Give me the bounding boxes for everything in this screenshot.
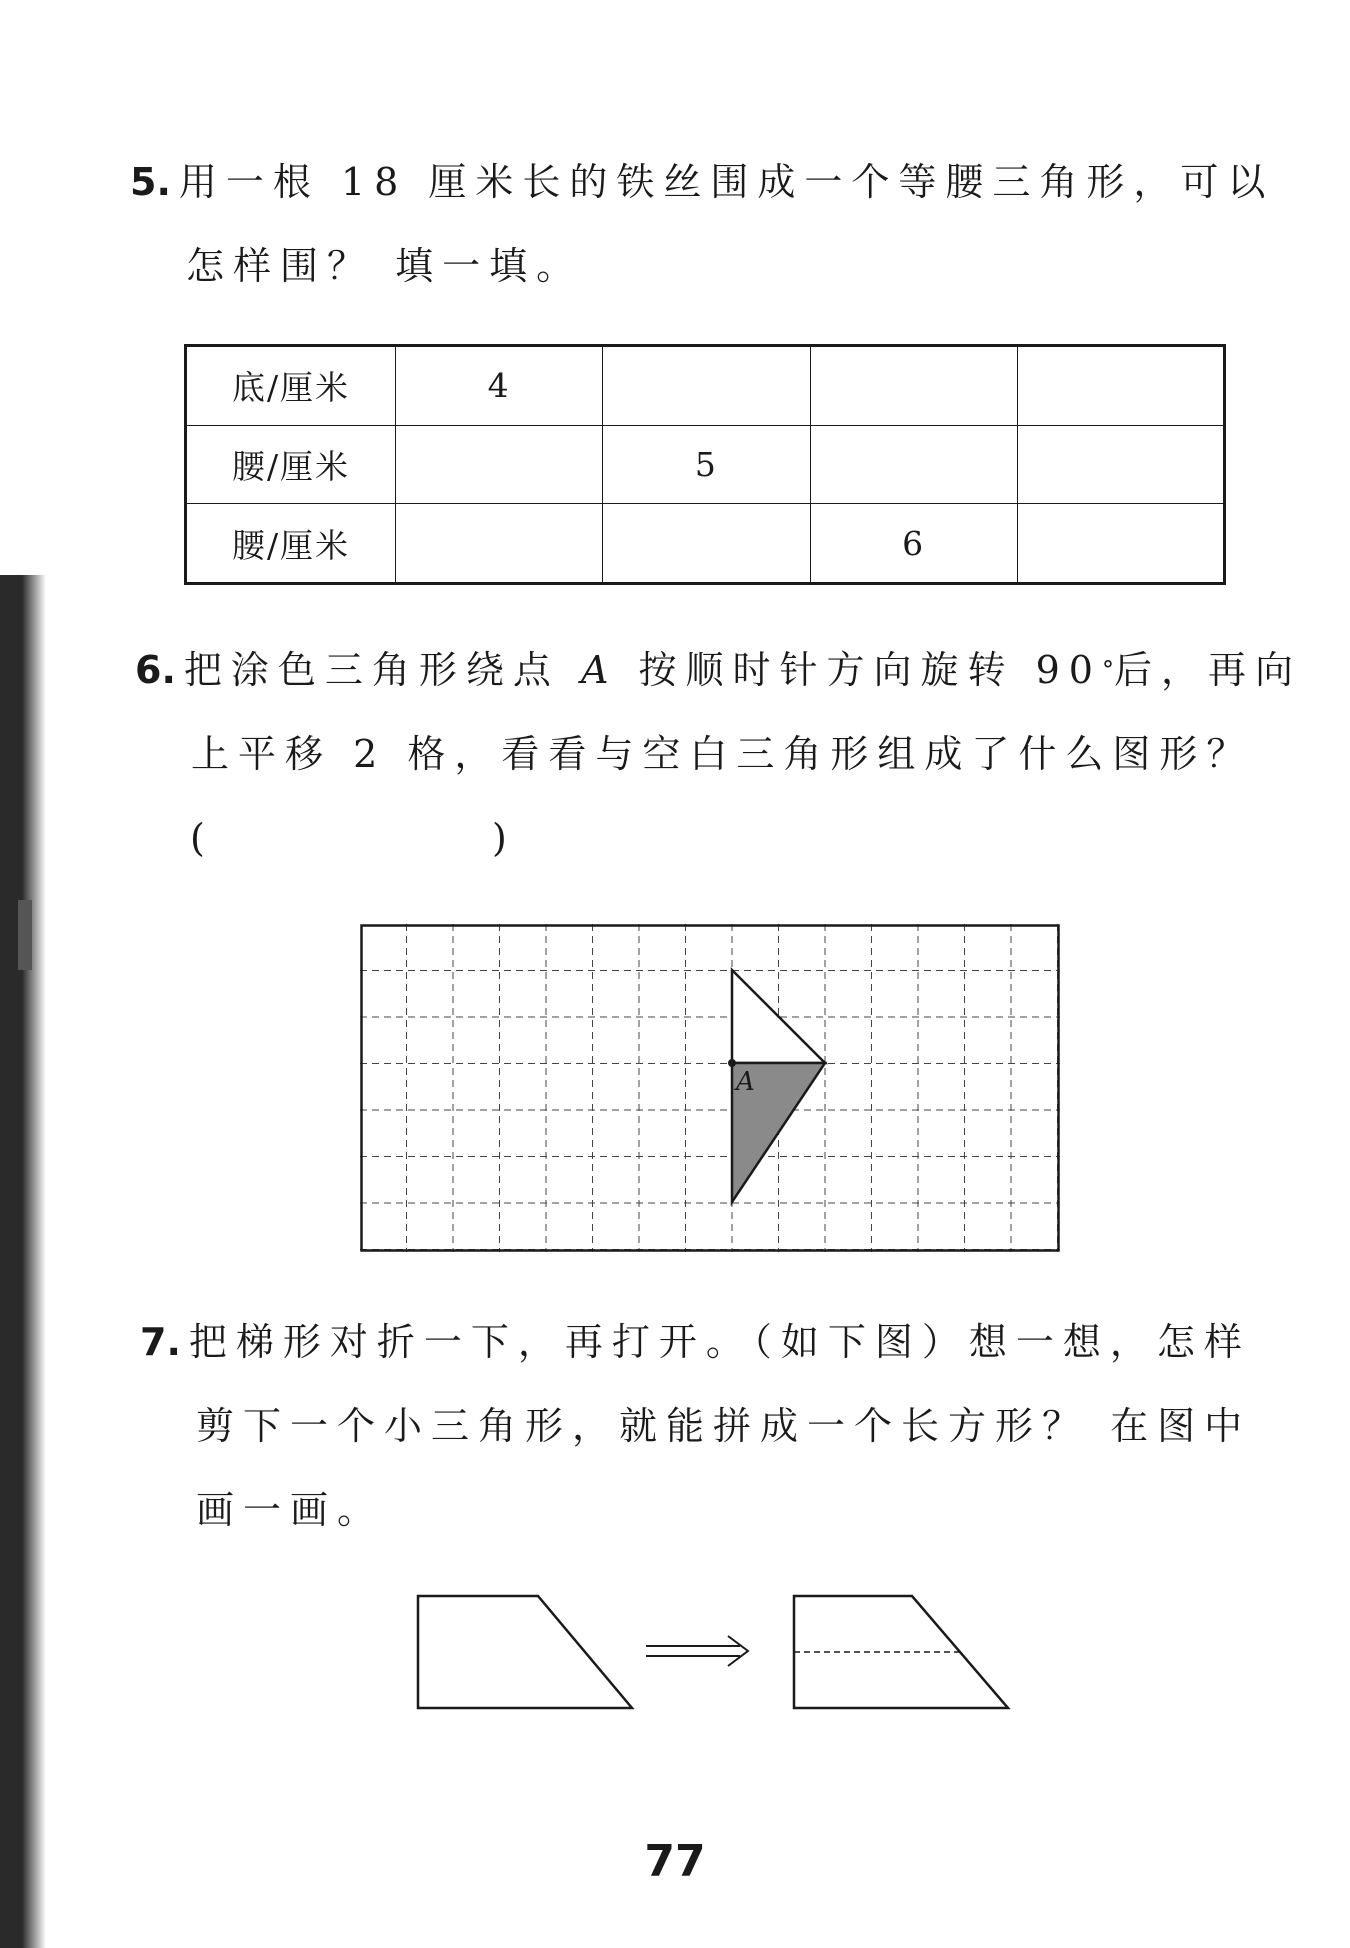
degree-sign: ° xyxy=(1101,656,1114,684)
paren-open: ( xyxy=(190,816,205,860)
question-7-line-1: 7. 把梯形对折一下，再打开。（如下图）想一想，怎样 xyxy=(140,1320,1251,1364)
answer-cell[interactable]: 4 xyxy=(396,346,603,426)
paren-close: ) xyxy=(492,816,507,860)
answer-cell[interactable] xyxy=(1017,346,1224,426)
double-arrow-icon xyxy=(646,1636,748,1666)
answer-cell[interactable] xyxy=(810,346,1017,426)
rotation-grid-figure xyxy=(360,924,1060,1252)
table-row xyxy=(186,504,1225,584)
point-a-text: A xyxy=(736,1067,755,1097)
row-label: 腰/厘米 xyxy=(186,504,396,584)
answer-cell[interactable] xyxy=(1017,504,1224,584)
question-6-line-1: 6. 把涂色三角形绕点 A 按顺时针方向旋转 90°后，再向 xyxy=(135,648,1302,692)
answer-cell[interactable] xyxy=(810,425,1017,503)
question-5 xyxy=(130,140,1274,308)
row-label: 腰/厘米 xyxy=(186,425,396,503)
answer-cell[interactable] xyxy=(603,504,810,584)
question-number: 5. xyxy=(130,160,171,204)
answer-cell[interactable] xyxy=(396,425,603,503)
point-a-label: A xyxy=(580,648,618,692)
answer-cell[interactable]: 6 xyxy=(810,504,1017,584)
question-5-line-1: 5. 用一根 18 厘米长的铁丝围成一个等腰三角形，可以 xyxy=(130,160,1275,204)
question-7-line-3: 画一画。 xyxy=(196,1488,385,1532)
question-6-line-2: 上平移 2 格，看看与空白三角形组成了什么图形？ xyxy=(191,732,1254,776)
question-7 xyxy=(140,1300,1251,1552)
answer-blank[interactable] xyxy=(190,808,507,868)
answer-cell[interactable] xyxy=(603,346,810,426)
isosceles-triangle-table xyxy=(184,344,1226,585)
blank-triangle xyxy=(732,970,825,1063)
trapezoid-fold-figure xyxy=(414,1590,1014,1714)
trapezoid-original xyxy=(418,1596,632,1708)
grid-border xyxy=(362,926,1059,1251)
table-row xyxy=(186,346,1225,426)
answer-cell[interactable] xyxy=(396,504,603,584)
point-a-dot xyxy=(728,1059,736,1067)
question-5-line-2: 怎样围？ 填一填。 xyxy=(186,244,584,288)
answer-cell[interactable] xyxy=(1017,425,1224,503)
table-row xyxy=(186,425,1225,503)
question-number: 7. xyxy=(140,1320,181,1364)
grid-lines xyxy=(360,924,1060,1252)
binding-mark xyxy=(18,900,32,970)
answer-cell[interactable]: 5 xyxy=(603,425,810,503)
page-binding-edge xyxy=(0,575,56,1948)
question-7-line-2: 剪下一个小三角形，就能拼成一个长方形？ 在图中 xyxy=(196,1404,1252,1448)
page-number: 77 xyxy=(644,1836,706,1887)
row-label: 底/厘米 xyxy=(186,346,396,426)
question-number: 6. xyxy=(135,648,176,692)
question-6 xyxy=(135,628,1302,796)
